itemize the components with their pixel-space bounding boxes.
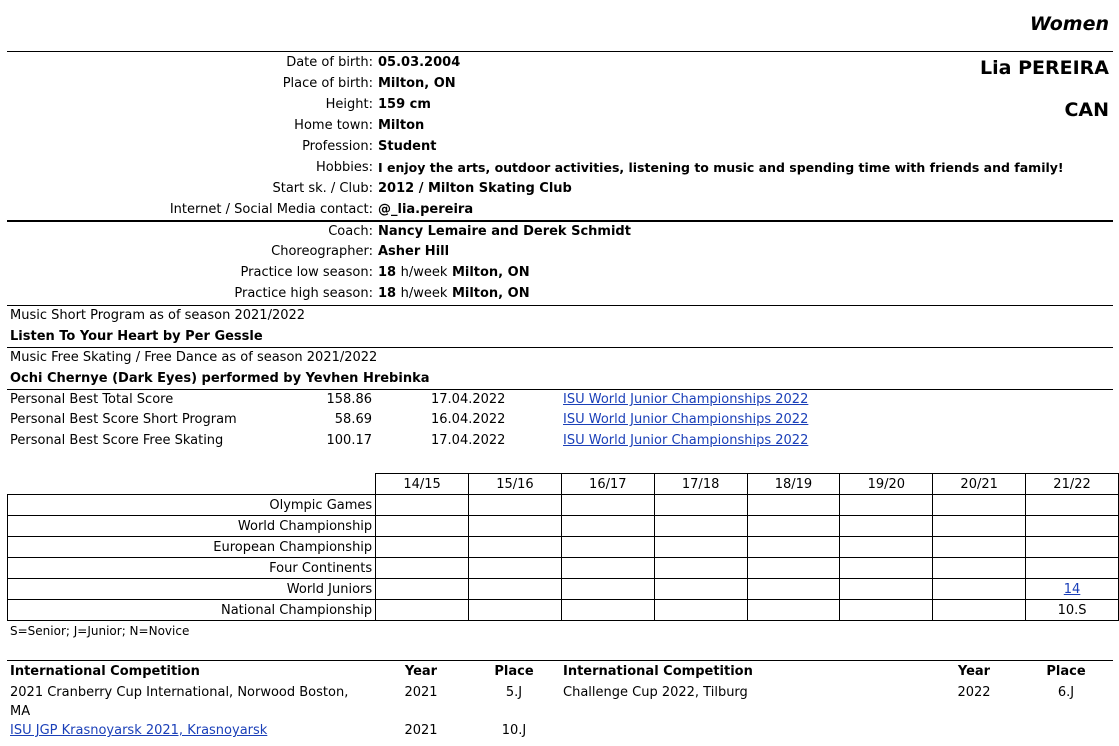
table-row <box>8 600 1119 621</box>
table-row <box>8 558 1119 579</box>
result-cell <box>840 495 933 516</box>
result-cell <box>747 579 840 600</box>
result-cell <box>561 558 654 579</box>
bio-value: @_lia.pereira <box>378 202 474 217</box>
sp-music-title: Listen To Your Heart by Per Gessle <box>10 329 263 344</box>
result-cell <box>654 495 747 516</box>
result-cell <box>1026 537 1119 558</box>
result-cell <box>933 495 1026 516</box>
bio-label: Home town: <box>294 118 373 133</box>
result-cell <box>654 516 747 537</box>
result-cell <box>469 516 562 537</box>
competition-name: 2021 Cranberry Cup International, Norwood Boston, <box>10 685 349 700</box>
header-spacer <box>8 474 376 495</box>
result-cell <box>376 495 469 516</box>
season-header: 17/18 <box>654 474 747 495</box>
divider <box>7 389 1113 390</box>
pb-date: 16.04.2022 <box>431 412 506 427</box>
result-cell <box>376 558 469 579</box>
competition-year: 2022 <box>957 685 991 700</box>
place-header: Place <box>494 664 534 679</box>
result-cell <box>840 537 933 558</box>
pb-event-link[interactable]: ISU World Junior Championships 2022 <box>563 433 809 448</box>
result-cell <box>1026 579 1119 600</box>
results-history-table <box>7 473 1119 621</box>
result-cell <box>469 537 562 558</box>
result-cell: 10.S <box>1026 600 1119 621</box>
divider <box>7 347 1113 348</box>
fs-music-title: Ochi Chernye (Dark Eyes) performed by Yevhen Hrebinka <box>10 371 430 386</box>
result-cell <box>654 600 747 621</box>
pb-date: 17.04.2022 <box>431 433 506 448</box>
practice-place: Milton, ON <box>451 265 530 280</box>
pb-event-link[interactable]: ISU World Junior Championships 2022 <box>563 412 809 427</box>
season-header: 14/15 <box>376 474 469 495</box>
competition-name-cont: MA <box>10 704 31 719</box>
bio-label: Profession: <box>302 139 373 154</box>
bio-value: 05.03.2004 <box>378 55 461 70</box>
comp-header: International Competition <box>10 664 200 679</box>
season-header: 20/21 <box>933 474 1026 495</box>
event-name: World Championship <box>8 516 376 537</box>
result-cell <box>376 537 469 558</box>
divider <box>7 220 1113 222</box>
result-cell <box>840 579 933 600</box>
event-name: National Championship <box>8 600 376 621</box>
table-header-row <box>8 474 1119 495</box>
bio-value: Milton, ON <box>378 76 456 91</box>
season-header: 18/19 <box>747 474 840 495</box>
result-cell <box>654 537 747 558</box>
pb-label: Personal Best Score Short Program <box>10 412 237 427</box>
coach-label: Coach: <box>328 224 373 239</box>
competition-year: 2021 <box>404 685 438 700</box>
result-cell <box>469 600 562 621</box>
competition-name: Challenge Cup 2022, Tilburg <box>563 685 748 700</box>
bio-value: 2012 / Milton Skating Club <box>378 181 572 196</box>
level-legend: S=Senior; J=Junior; N=Novice <box>10 624 190 638</box>
result-cell <box>376 579 469 600</box>
season-header: 15/16 <box>469 474 562 495</box>
season-header: 21/22 <box>1026 474 1119 495</box>
sp-music-label: Music Short Program as of season 2021/2022 <box>10 308 306 323</box>
pb-score: 158.86 <box>326 392 372 407</box>
event-name: Four Continents <box>8 558 376 579</box>
result-cell <box>840 558 933 579</box>
result-cell <box>654 579 747 600</box>
practice-high-value <box>378 286 530 301</box>
competition-link[interactable]: ISU JGP Krasnoyarsk 2021, Krasnoyarsk <box>10 723 268 738</box>
event-name: Olympic Games <box>8 495 376 516</box>
result-cell <box>561 495 654 516</box>
result-cell <box>933 579 1026 600</box>
pb-event-link[interactable]: ISU World Junior Championships 2022 <box>563 392 809 407</box>
result-cell <box>933 516 1026 537</box>
result-cell <box>747 600 840 621</box>
practice-place: Milton, ON <box>451 286 530 301</box>
pb-date: 17.04.2022 <box>431 392 506 407</box>
result-cell <box>561 516 654 537</box>
competition-place: 6.J <box>1057 685 1075 700</box>
coach-value: Nancy Lemaire and Derek Schmidt <box>378 224 631 239</box>
pb-score: 100.17 <box>326 433 372 448</box>
practice-low-value <box>378 265 530 280</box>
pb-label: Personal Best Total Score <box>10 392 174 407</box>
divider <box>7 305 1113 306</box>
skater-name: Lia PEREIRA <box>980 57 1109 79</box>
result-cell <box>747 537 840 558</box>
table-row <box>8 495 1119 516</box>
result-cell <box>561 600 654 621</box>
bio-label: Date of birth: <box>286 55 373 70</box>
result-cell <box>561 579 654 600</box>
competition-place: 10.J <box>501 723 527 738</box>
result-cell <box>933 600 1026 621</box>
skater-nation: CAN <box>1064 99 1109 121</box>
divider <box>7 51 1113 52</box>
year-header: Year <box>404 664 438 679</box>
result-cell <box>561 537 654 558</box>
result-cell <box>1026 516 1119 537</box>
bio-value: 159 cm <box>378 97 431 112</box>
divider <box>7 660 1113 661</box>
result-cell <box>933 558 1026 579</box>
result-cell <box>840 600 933 621</box>
pb-label: Personal Best Score Free Skating <box>10 433 224 448</box>
bio-label: Height: <box>325 97 373 112</box>
result-cell <box>840 516 933 537</box>
season-header: 16/17 <box>561 474 654 495</box>
practice-hours: 18 <box>378 286 397 301</box>
result-cell <box>747 516 840 537</box>
place-header: Place <box>1046 664 1086 679</box>
competition-place: 5.J <box>505 685 523 700</box>
practice-high-label: Practice high season: <box>234 286 373 301</box>
bio-label: Hobbies: <box>316 160 373 175</box>
bio-value: Student <box>378 139 437 154</box>
result-link[interactable]: 14 <box>1063 581 1081 597</box>
practice-low-label: Practice low season: <box>240 265 373 280</box>
year-header: Year <box>957 664 991 679</box>
result-cell <box>933 537 1026 558</box>
event-name: European Championship <box>8 537 376 558</box>
choreographer-label: Choreographer: <box>271 244 373 259</box>
result-cell <box>469 558 562 579</box>
result-cell <box>747 495 840 516</box>
choreographer-value: Asher Hill <box>378 244 450 259</box>
result-cell <box>747 558 840 579</box>
pb-score: 58.69 <box>334 412 372 427</box>
result-cell <box>469 495 562 516</box>
practice-hours: 18 <box>378 265 397 280</box>
bio-label: Start sk. / Club: <box>272 181 373 196</box>
fs-music-label: Music Free Skating / Free Dance as of season 2021/2022 <box>10 350 378 365</box>
result-cell <box>1026 495 1119 516</box>
result-cell <box>469 579 562 600</box>
table-row <box>8 579 1119 600</box>
result-cell <box>654 558 747 579</box>
competition-year: 2021 <box>404 723 438 738</box>
result-cell <box>1026 558 1119 579</box>
bio-value: I enjoy the arts, outdoor activities, listening to music and spending time with friends and family! <box>378 160 1064 175</box>
table-row <box>8 537 1119 558</box>
table-row <box>8 516 1119 537</box>
practice-unit: h/week <box>400 265 448 280</box>
result-cell <box>376 600 469 621</box>
category-title: Women <box>1029 13 1109 35</box>
bio-label: Internet / Social Media contact: <box>169 202 373 217</box>
event-name: World Juniors <box>8 579 376 600</box>
bio-label: Place of birth: <box>282 76 373 91</box>
comp-header: International Competition <box>563 664 753 679</box>
bio-value: Milton <box>378 118 425 133</box>
practice-unit: h/week <box>400 286 448 301</box>
season-header: 19/20 <box>840 474 933 495</box>
result-cell <box>376 516 469 537</box>
